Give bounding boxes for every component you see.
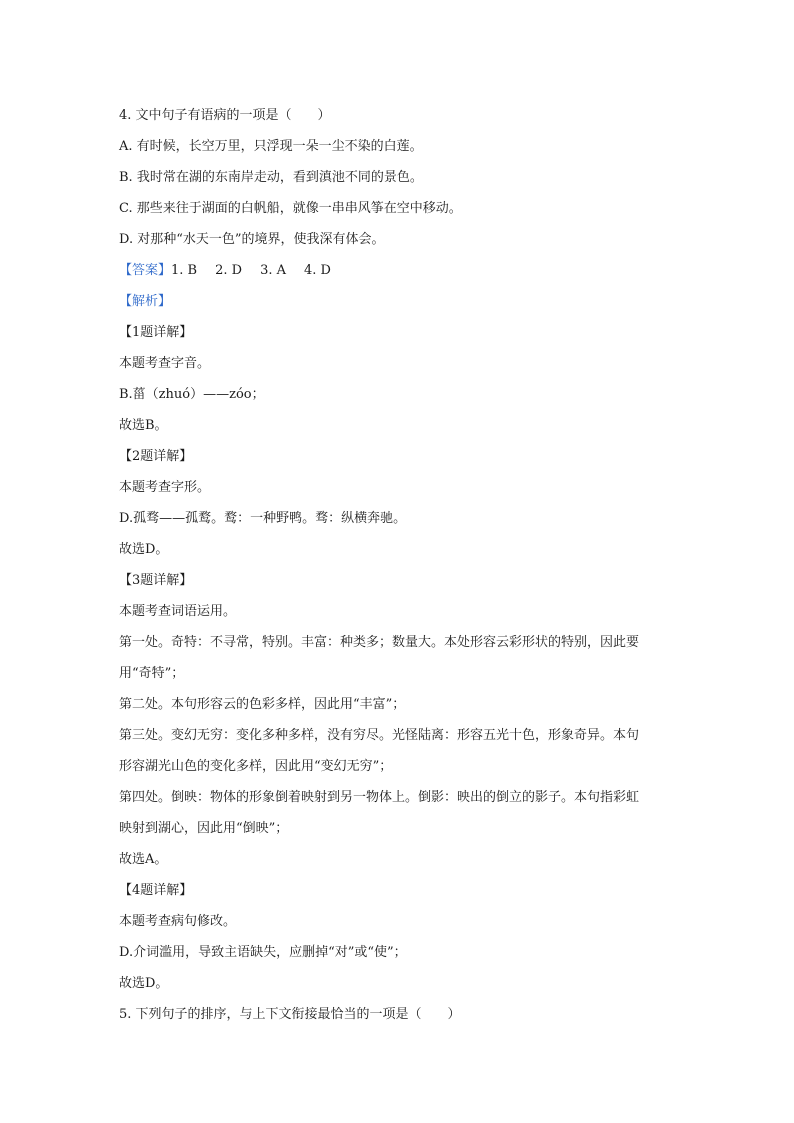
- section-1-line: 本题考查字音。: [119, 356, 211, 371]
- section-3-line: 第一处。奇特：不寻常，特别。丰富：种类多；数量大。本处形容云彩形状的特别，因此要: [119, 635, 640, 650]
- section-2-title: 【2题详解】: [119, 449, 193, 464]
- section-3-title: 【3题详解】: [119, 573, 193, 588]
- answer-item-4: 4. D: [304, 263, 331, 278]
- section-3-line: 用“奇特”；: [119, 666, 185, 681]
- section-4-line: 故选D。: [119, 976, 169, 991]
- section-3-line: 故选A。: [119, 852, 168, 867]
- section-3-line: 映射到湖心，因此用“倒映”；: [119, 821, 289, 836]
- question-4-option-b: B. 我时常在湖的东南岸走动，看到滇池不同的景色。: [119, 170, 423, 185]
- section-4-title: 【4题详解】: [119, 883, 193, 898]
- answer-label: 【答案】: [119, 263, 172, 278]
- question-4-option-c: C. 那些来往于湖面的白帆船，就像一串串风筝在空中移动。: [119, 201, 462, 216]
- question-5-stem: 5. 下列句子的排序，与上下文衔接最恰当的一项是（ ）: [119, 1007, 461, 1022]
- analysis-label: 【解析】: [119, 294, 172, 309]
- section-3-line: 形容湖光山色的变化多样，因此用“变幻无穷”；: [119, 759, 393, 774]
- section-2-line: D.孤骛——孤鹜。鹜：一种野鸭。骛：纵横奔驰。: [119, 511, 407, 526]
- section-2-line: 本题考查字形。: [119, 480, 211, 495]
- section-1-line: 故选B。: [119, 418, 168, 433]
- answer-line: [119, 255, 679, 286]
- section-3-line: 第三处。变幻无穷：变化多种多样，没有穷尽。光怪陆离：形容五光十色，形象奇异。本句: [119, 728, 640, 743]
- document-page: [119, 100, 679, 1030]
- section-2-line: 故选D。: [119, 542, 169, 557]
- answer-item-2: 2. D: [215, 263, 243, 278]
- section-3-line: 本题考查词语运用。: [119, 604, 237, 619]
- section-1-line: B.菑（zhuó）——zóo；: [119, 387, 265, 402]
- section-4-line: D.介词滥用，导致主语缺失，应删掉“对”或“使”；: [119, 945, 407, 960]
- question-4-option-a: A. 有时候，长空万里，只浮现一朵一尘不染的白莲。: [119, 139, 423, 154]
- answer-item-1: 1. B: [171, 263, 198, 278]
- section-4-line: 本题考查病句修改。: [119, 914, 237, 929]
- section-3-line: 第四处。倒映：物体的形象倒着映射到另一物体上。倒影：映出的倒立的影子。本句指彩虹: [119, 790, 640, 805]
- question-4-stem: 4. 文中句子有语病的一项是（ ）: [119, 108, 331, 123]
- section-1-title: 【1题详解】: [119, 325, 193, 340]
- answer-item-3: 3. A: [260, 263, 287, 278]
- section-3-line: 第二处。本句形容云的色彩多样，因此用“丰富”；: [119, 697, 406, 712]
- question-4-option-d: D. 对那种“水天一色”的境界，使我深有体会。: [119, 232, 385, 247]
